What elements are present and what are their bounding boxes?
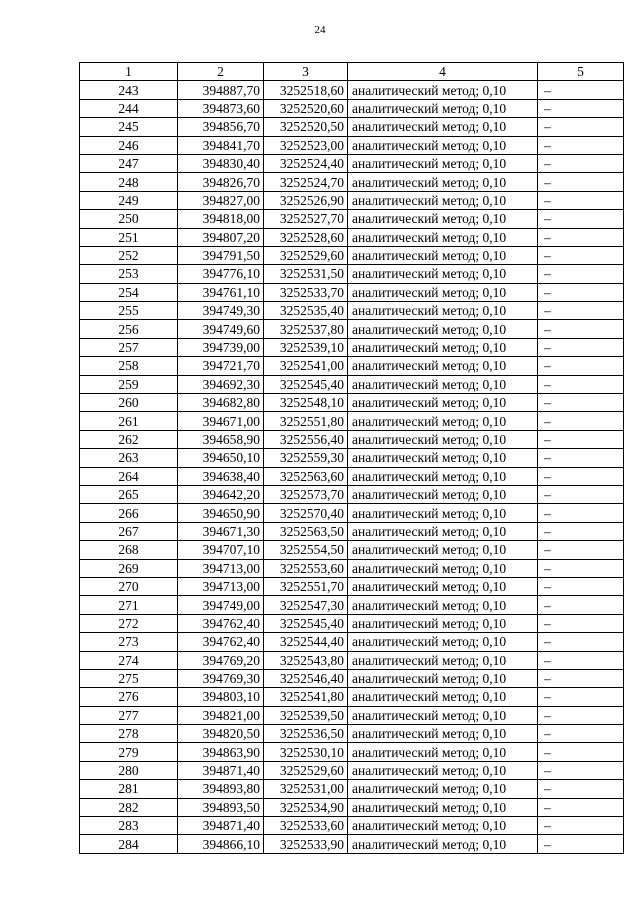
method-cell: аналитический метод; 0,10 — [348, 283, 538, 301]
point-number-cell: 254 — [80, 283, 178, 301]
point-number-cell: 277 — [80, 706, 178, 724]
point-number-cell: 265 — [80, 485, 178, 503]
note-cell: – — [538, 522, 624, 540]
y-coordinate-cell: 3252563,60 — [264, 467, 348, 485]
y-coordinate-cell: 3252551,80 — [264, 412, 348, 430]
table-row — [80, 485, 624, 503]
point-number-cell: 280 — [80, 761, 178, 779]
method-cell: аналитический метод; 0,10 — [348, 118, 538, 136]
method-cell: аналитический метод; 0,10 — [348, 449, 538, 467]
note-cell: – — [538, 614, 624, 632]
method-cell: аналитический метод; 0,10 — [348, 136, 538, 154]
note-cell: – — [538, 541, 624, 559]
header-cell-4: 4 — [348, 63, 538, 81]
table-row — [80, 522, 624, 540]
y-coordinate-cell: 3252563,50 — [264, 522, 348, 540]
point-number-cell: 252 — [80, 246, 178, 264]
table-row — [80, 449, 624, 467]
method-cell: аналитический метод; 0,10 — [348, 817, 538, 835]
note-cell: – — [538, 430, 624, 448]
y-coordinate-cell: 3252524,70 — [264, 173, 348, 191]
table-row — [80, 412, 624, 430]
note-cell: – — [538, 706, 624, 724]
point-number-cell: 248 — [80, 173, 178, 191]
table-row — [80, 725, 624, 743]
x-coordinate-cell: 394638,40 — [178, 467, 264, 485]
point-number-cell: 259 — [80, 375, 178, 393]
point-number-cell: 267 — [80, 522, 178, 540]
point-number-cell: 257 — [80, 338, 178, 356]
point-number-cell: 246 — [80, 136, 178, 154]
note-cell: – — [538, 357, 624, 375]
y-coordinate-cell: 3252535,40 — [264, 302, 348, 320]
note-cell: – — [538, 191, 624, 209]
method-cell: аналитический метод; 0,10 — [348, 210, 538, 228]
method-cell: аналитический метод; 0,10 — [348, 485, 538, 503]
method-cell: аналитический метод; 0,10 — [348, 357, 538, 375]
method-cell: аналитический метод; 0,10 — [348, 633, 538, 651]
method-cell: аналитический метод; 0,10 — [348, 375, 538, 393]
y-coordinate-cell: 3252534,90 — [264, 798, 348, 816]
method-cell: аналитический метод; 0,10 — [348, 651, 538, 669]
x-coordinate-cell: 394658,90 — [178, 430, 264, 448]
note-cell: – — [538, 136, 624, 154]
method-cell: аналитический метод; 0,10 — [348, 81, 538, 99]
table-row — [80, 81, 624, 99]
x-coordinate-cell: 394791,50 — [178, 246, 264, 264]
x-coordinate-cell: 394762,40 — [178, 633, 264, 651]
point-number-cell: 263 — [80, 449, 178, 467]
point-number-cell: 275 — [80, 669, 178, 687]
x-coordinate-cell: 394866,10 — [178, 835, 264, 853]
x-coordinate-cell: 394827,00 — [178, 191, 264, 209]
table-row — [80, 559, 624, 577]
coordinates-table — [79, 62, 624, 854]
point-number-cell: 271 — [80, 596, 178, 614]
table-row — [80, 357, 624, 375]
method-cell: аналитический метод; 0,10 — [348, 191, 538, 209]
y-coordinate-cell: 3252524,40 — [264, 154, 348, 172]
method-cell: аналитический метод; 0,10 — [348, 228, 538, 246]
coordinates-table-container — [79, 62, 623, 854]
table-row — [80, 651, 624, 669]
point-number-cell: 253 — [80, 265, 178, 283]
table-row — [80, 577, 624, 595]
note-cell: – — [538, 743, 624, 761]
method-cell: аналитический метод; 0,10 — [348, 559, 538, 577]
table-row — [80, 835, 624, 853]
table-body — [80, 81, 624, 853]
y-coordinate-cell: 3252526,90 — [264, 191, 348, 209]
x-coordinate-cell: 394707,10 — [178, 541, 264, 559]
x-coordinate-cell: 394692,30 — [178, 375, 264, 393]
point-number-cell: 273 — [80, 633, 178, 651]
point-number-cell: 272 — [80, 614, 178, 632]
method-cell: аналитический метод; 0,10 — [348, 596, 538, 614]
x-coordinate-cell: 394769,30 — [178, 669, 264, 687]
header-cell-1: 1 — [80, 63, 178, 81]
point-number-cell: 266 — [80, 504, 178, 522]
table-row — [80, 761, 624, 779]
method-cell: аналитический метод; 0,10 — [348, 522, 538, 540]
x-coordinate-cell: 394830,40 — [178, 154, 264, 172]
method-cell: аналитический метод; 0,10 — [348, 688, 538, 706]
point-number-cell: 258 — [80, 357, 178, 375]
method-cell: аналитический метод; 0,10 — [348, 669, 538, 687]
point-number-cell: 260 — [80, 394, 178, 412]
table-row — [80, 246, 624, 264]
note-cell: – — [538, 633, 624, 651]
table-row — [80, 302, 624, 320]
x-coordinate-cell: 394776,10 — [178, 265, 264, 283]
table-row — [80, 375, 624, 393]
y-coordinate-cell: 3252528,60 — [264, 228, 348, 246]
x-coordinate-cell: 394887,70 — [178, 81, 264, 99]
note-cell: – — [538, 338, 624, 356]
point-number-cell: 261 — [80, 412, 178, 430]
table-row — [80, 265, 624, 283]
table-row — [80, 99, 624, 117]
table-row — [80, 173, 624, 191]
table-row — [80, 283, 624, 301]
y-coordinate-cell: 3252556,40 — [264, 430, 348, 448]
x-coordinate-cell: 394749,30 — [178, 302, 264, 320]
table-row — [80, 228, 624, 246]
y-coordinate-cell: 3252536,50 — [264, 725, 348, 743]
point-number-cell: 250 — [80, 210, 178, 228]
header-cell-3: 3 — [264, 63, 348, 81]
y-coordinate-cell: 3252545,40 — [264, 614, 348, 632]
point-number-cell: 243 — [80, 81, 178, 99]
table-row — [80, 596, 624, 614]
point-number-cell: 244 — [80, 99, 178, 117]
header-cell-5: 5 — [538, 63, 624, 81]
note-cell: – — [538, 118, 624, 136]
note-cell: – — [538, 467, 624, 485]
note-cell: – — [538, 265, 624, 283]
note-cell: – — [538, 761, 624, 779]
x-coordinate-cell: 394650,10 — [178, 449, 264, 467]
table-row — [80, 320, 624, 338]
point-number-cell: 245 — [80, 118, 178, 136]
table-row — [80, 210, 624, 228]
point-number-cell: 249 — [80, 191, 178, 209]
note-cell: – — [538, 375, 624, 393]
table-header — [80, 63, 624, 81]
note-cell: – — [538, 485, 624, 503]
method-cell: аналитический метод; 0,10 — [348, 798, 538, 816]
x-coordinate-cell: 394671,00 — [178, 412, 264, 430]
y-coordinate-cell: 3252554,50 — [264, 541, 348, 559]
note-cell: – — [538, 320, 624, 338]
y-coordinate-cell: 3252523,00 — [264, 136, 348, 154]
method-cell: аналитический метод; 0,10 — [348, 761, 538, 779]
x-coordinate-cell: 394826,70 — [178, 173, 264, 191]
point-number-cell: 278 — [80, 725, 178, 743]
method-cell: аналитический метод; 0,10 — [348, 302, 538, 320]
method-cell: аналитический метод; 0,10 — [348, 614, 538, 632]
y-coordinate-cell: 3252520,50 — [264, 118, 348, 136]
x-coordinate-cell: 394762,40 — [178, 614, 264, 632]
y-coordinate-cell: 3252533,70 — [264, 283, 348, 301]
y-coordinate-cell: 3252531,50 — [264, 265, 348, 283]
x-coordinate-cell: 394893,50 — [178, 798, 264, 816]
point-number-cell: 247 — [80, 154, 178, 172]
table-row — [80, 136, 624, 154]
y-coordinate-cell: 3252529,60 — [264, 761, 348, 779]
table-row — [80, 780, 624, 798]
x-coordinate-cell: 394807,20 — [178, 228, 264, 246]
table-row — [80, 633, 624, 651]
note-cell: – — [538, 246, 624, 264]
y-coordinate-cell: 3252537,80 — [264, 320, 348, 338]
note-cell: – — [538, 412, 624, 430]
method-cell: аналитический метод; 0,10 — [348, 412, 538, 430]
method-cell: аналитический метод; 0,10 — [348, 706, 538, 724]
note-cell: – — [538, 835, 624, 853]
method-cell: аналитический метод; 0,10 — [348, 320, 538, 338]
table-row — [80, 154, 624, 172]
method-cell: аналитический метод; 0,10 — [348, 780, 538, 798]
table-row — [80, 688, 624, 706]
method-cell: аналитический метод; 0,10 — [348, 467, 538, 485]
x-coordinate-cell: 394713,00 — [178, 559, 264, 577]
y-coordinate-cell: 3252529,60 — [264, 246, 348, 264]
method-cell: аналитический метод; 0,10 — [348, 430, 538, 448]
note-cell: – — [538, 651, 624, 669]
point-number-cell: 282 — [80, 798, 178, 816]
page-number: 24 — [314, 24, 326, 36]
x-coordinate-cell: 394739,00 — [178, 338, 264, 356]
x-coordinate-cell: 394856,70 — [178, 118, 264, 136]
table-row — [80, 338, 624, 356]
table-row — [80, 743, 624, 761]
y-coordinate-cell: 3252543,80 — [264, 651, 348, 669]
note-cell: – — [538, 817, 624, 835]
point-number-cell: 279 — [80, 743, 178, 761]
y-coordinate-cell: 3252527,70 — [264, 210, 348, 228]
x-coordinate-cell: 394769,20 — [178, 651, 264, 669]
note-cell: – — [538, 210, 624, 228]
x-coordinate-cell: 394871,40 — [178, 761, 264, 779]
table-row — [80, 817, 624, 835]
note-cell: – — [538, 154, 624, 172]
table-row — [80, 467, 624, 485]
table-row — [80, 798, 624, 816]
method-cell: аналитический метод; 0,10 — [348, 541, 538, 559]
x-coordinate-cell: 394893,80 — [178, 780, 264, 798]
note-cell: – — [538, 394, 624, 412]
y-coordinate-cell: 3252541,80 — [264, 688, 348, 706]
point-number-cell: 256 — [80, 320, 178, 338]
y-coordinate-cell: 3252539,10 — [264, 338, 348, 356]
note-cell: – — [538, 99, 624, 117]
point-number-cell: 255 — [80, 302, 178, 320]
table-row — [80, 118, 624, 136]
method-cell: аналитический метод; 0,10 — [348, 835, 538, 853]
table-row — [80, 430, 624, 448]
y-coordinate-cell: 3252551,70 — [264, 577, 348, 595]
x-coordinate-cell: 394721,70 — [178, 357, 264, 375]
method-cell: аналитический метод; 0,10 — [348, 394, 538, 412]
y-coordinate-cell: 3252539,50 — [264, 706, 348, 724]
note-cell: – — [538, 725, 624, 743]
y-coordinate-cell: 3252541,00 — [264, 357, 348, 375]
note-cell: – — [538, 798, 624, 816]
y-coordinate-cell: 3252544,40 — [264, 633, 348, 651]
x-coordinate-cell: 394642,20 — [178, 485, 264, 503]
note-cell: – — [538, 504, 624, 522]
y-coordinate-cell: 3252533,90 — [264, 835, 348, 853]
x-coordinate-cell: 394818,00 — [178, 210, 264, 228]
y-coordinate-cell: 3252533,60 — [264, 817, 348, 835]
y-coordinate-cell: 3252547,30 — [264, 596, 348, 614]
y-coordinate-cell: 3252546,40 — [264, 669, 348, 687]
table-row — [80, 706, 624, 724]
table-row — [80, 504, 624, 522]
point-number-cell: 274 — [80, 651, 178, 669]
method-cell: аналитический метод; 0,10 — [348, 99, 538, 117]
x-coordinate-cell: 394820,50 — [178, 725, 264, 743]
note-cell: – — [538, 81, 624, 99]
method-cell: аналитический метод; 0,10 — [348, 338, 538, 356]
note-cell: – — [538, 559, 624, 577]
point-number-cell: 270 — [80, 577, 178, 595]
header-row — [80, 63, 624, 81]
method-cell: аналитический метод; 0,10 — [348, 725, 538, 743]
note-cell: – — [538, 669, 624, 687]
y-coordinate-cell: 3252545,40 — [264, 375, 348, 393]
point-number-cell: 281 — [80, 780, 178, 798]
point-number-cell: 284 — [80, 835, 178, 853]
method-cell: аналитический метод; 0,10 — [348, 504, 538, 522]
x-coordinate-cell: 394761,10 — [178, 283, 264, 301]
x-coordinate-cell: 394863,90 — [178, 743, 264, 761]
y-coordinate-cell: 3252530,10 — [264, 743, 348, 761]
x-coordinate-cell: 394749,60 — [178, 320, 264, 338]
method-cell: аналитический метод; 0,10 — [348, 246, 538, 264]
point-number-cell: 283 — [80, 817, 178, 835]
x-coordinate-cell: 394841,70 — [178, 136, 264, 154]
table-row — [80, 541, 624, 559]
method-cell: аналитический метод; 0,10 — [348, 265, 538, 283]
x-coordinate-cell: 394650,90 — [178, 504, 264, 522]
point-number-cell: 276 — [80, 688, 178, 706]
method-cell: аналитический метод; 0,10 — [348, 577, 538, 595]
y-coordinate-cell: 3252559,30 — [264, 449, 348, 467]
point-number-cell: 264 — [80, 467, 178, 485]
note-cell: – — [538, 173, 624, 191]
y-coordinate-cell: 3252573,70 — [264, 485, 348, 503]
x-coordinate-cell: 394873,60 — [178, 99, 264, 117]
note-cell: – — [538, 596, 624, 614]
method-cell: аналитический метод; 0,10 — [348, 173, 538, 191]
method-cell: аналитический метод; 0,10 — [348, 743, 538, 761]
x-coordinate-cell: 394671,30 — [178, 522, 264, 540]
x-coordinate-cell: 394821,00 — [178, 706, 264, 724]
y-coordinate-cell: 3252553,60 — [264, 559, 348, 577]
point-number-cell: 268 — [80, 541, 178, 559]
note-cell: – — [538, 688, 624, 706]
y-coordinate-cell: 3252520,60 — [264, 99, 348, 117]
note-cell: – — [538, 449, 624, 467]
point-number-cell: 251 — [80, 228, 178, 246]
y-coordinate-cell: 3252570,40 — [264, 504, 348, 522]
x-coordinate-cell: 394749,00 — [178, 596, 264, 614]
note-cell: – — [538, 228, 624, 246]
note-cell: – — [538, 577, 624, 595]
method-cell: аналитический метод; 0,10 — [348, 154, 538, 172]
x-coordinate-cell: 394682,80 — [178, 394, 264, 412]
table-row — [80, 669, 624, 687]
y-coordinate-cell: 3252531,00 — [264, 780, 348, 798]
point-number-cell: 269 — [80, 559, 178, 577]
point-number-cell: 262 — [80, 430, 178, 448]
note-cell: – — [538, 283, 624, 301]
y-coordinate-cell: 3252518,60 — [264, 81, 348, 99]
note-cell: – — [538, 780, 624, 798]
header-cell-2: 2 — [178, 63, 264, 81]
y-coordinate-cell: 3252548,10 — [264, 394, 348, 412]
table-row — [80, 394, 624, 412]
x-coordinate-cell: 394713,00 — [178, 577, 264, 595]
table-row — [80, 191, 624, 209]
note-cell: – — [538, 302, 624, 320]
x-coordinate-cell: 394871,40 — [178, 817, 264, 835]
table-row — [80, 614, 624, 632]
x-coordinate-cell: 394803,10 — [178, 688, 264, 706]
